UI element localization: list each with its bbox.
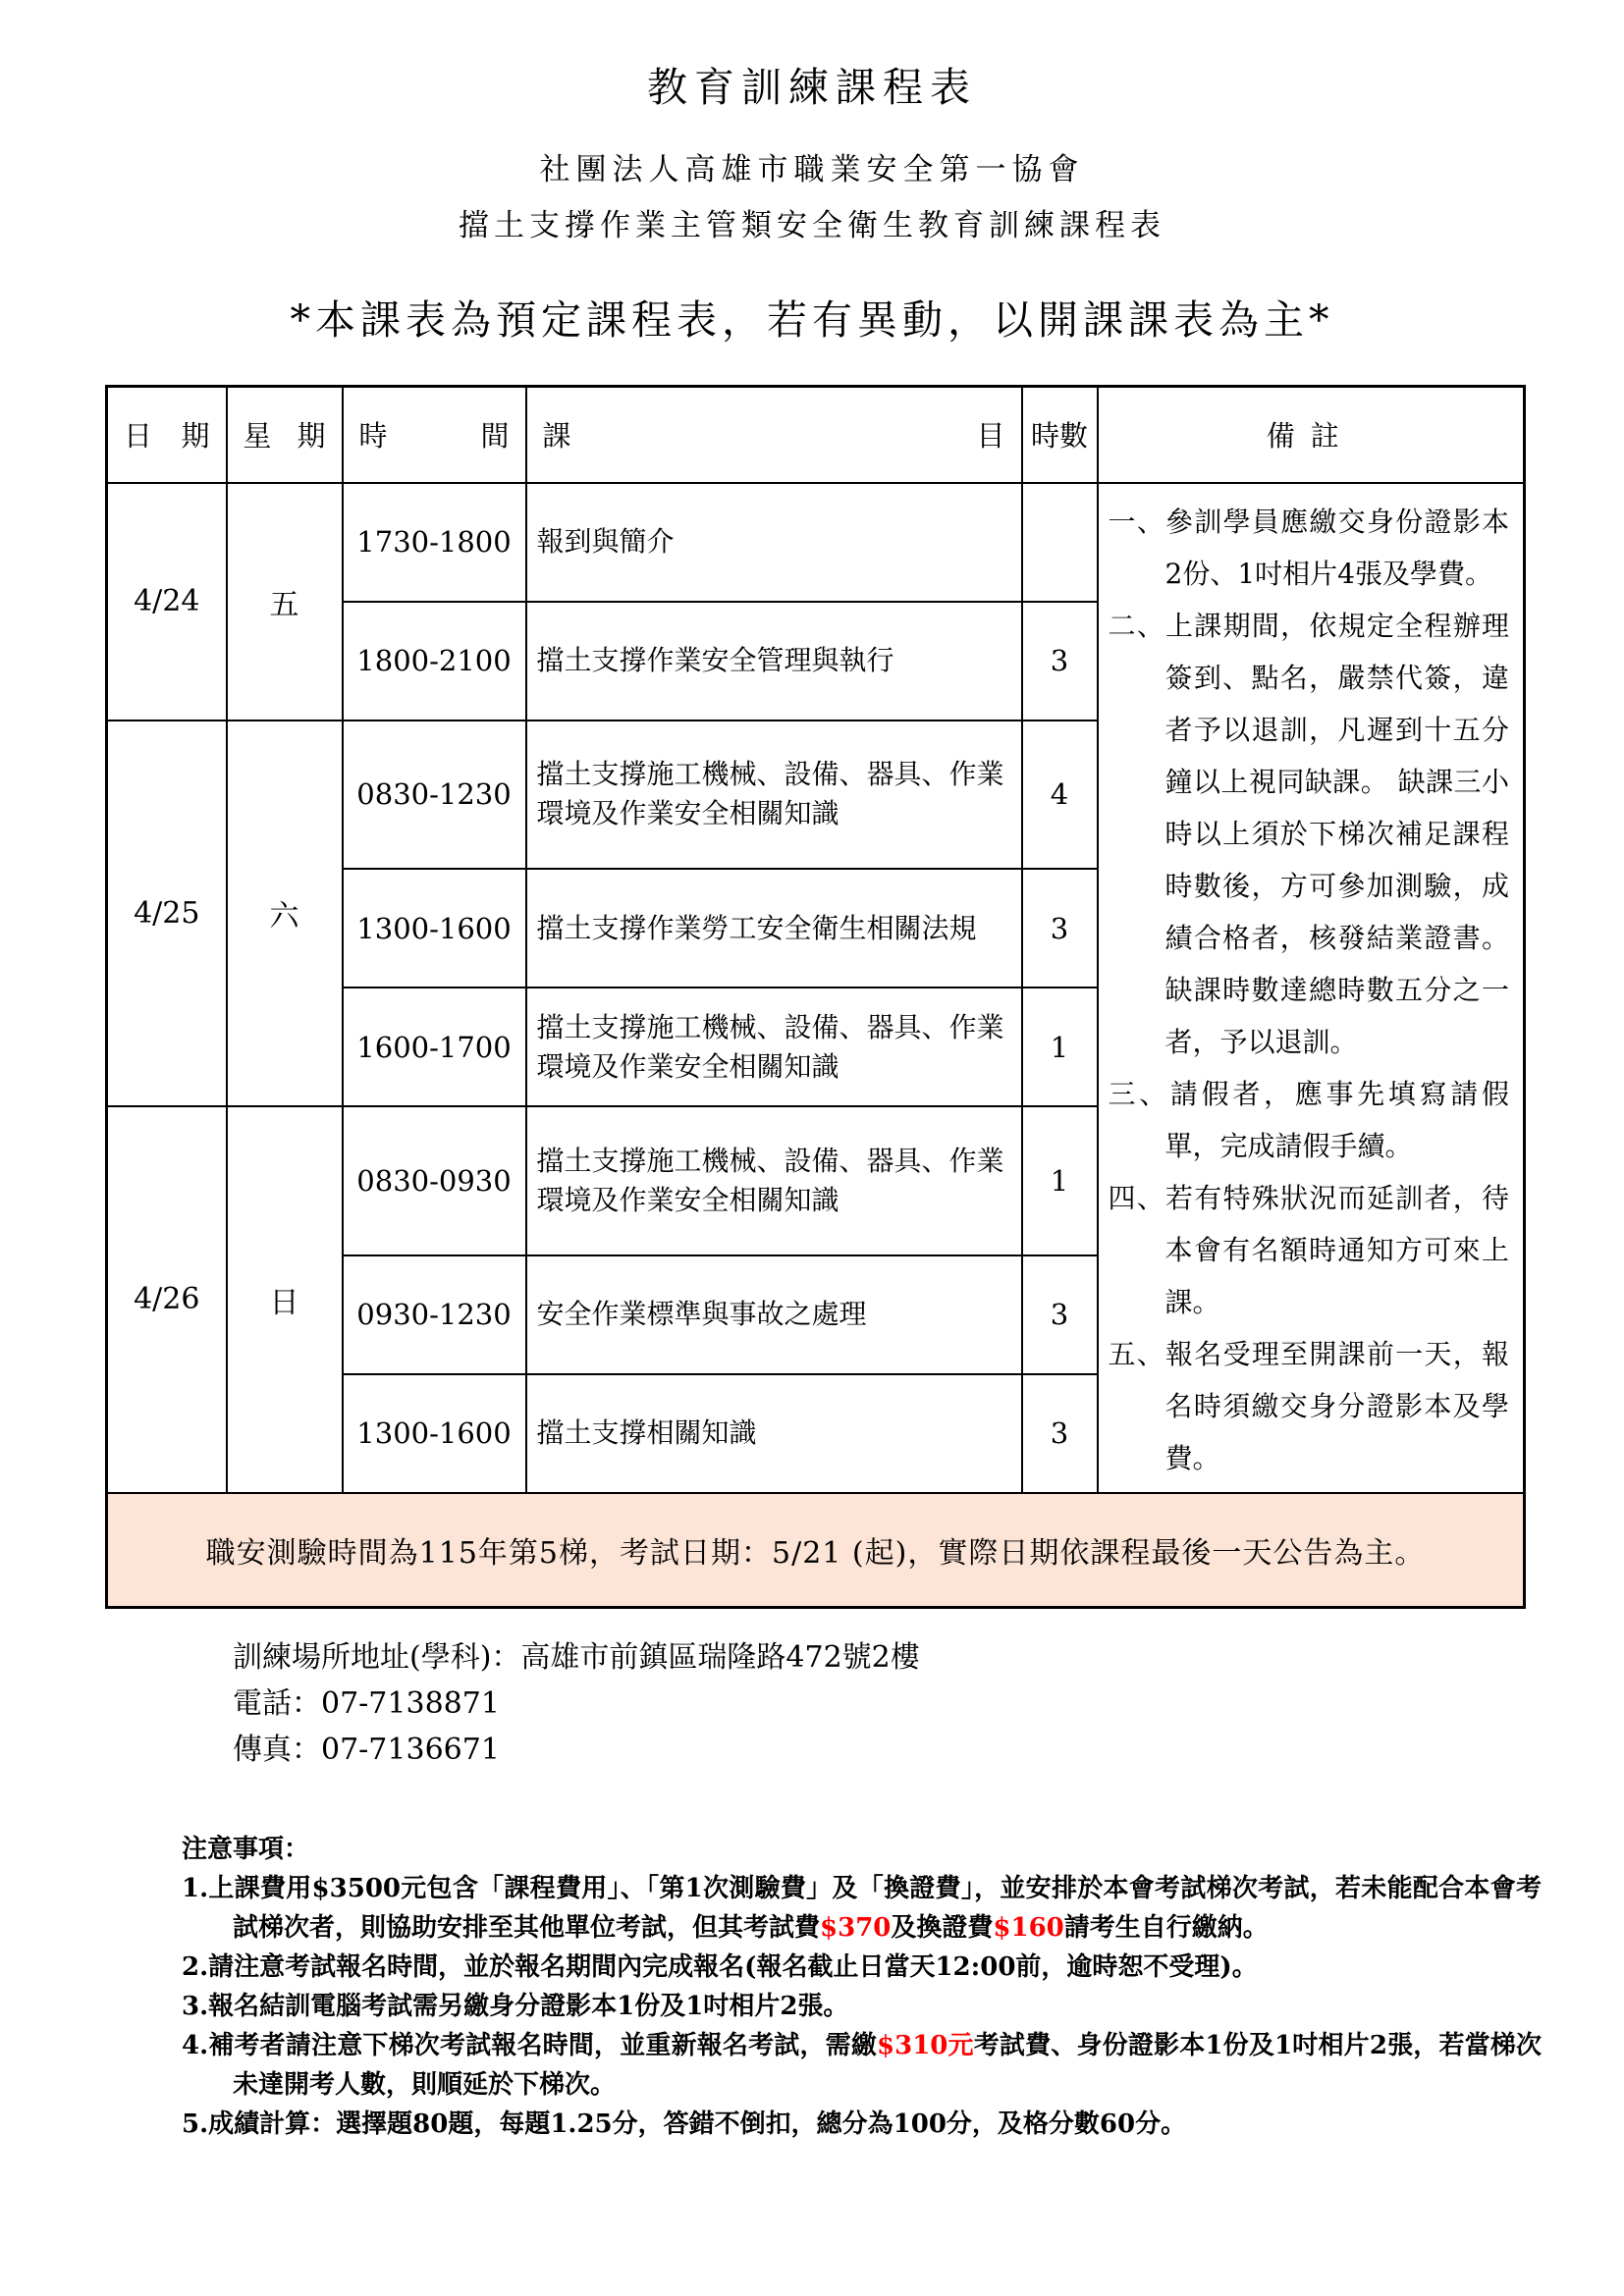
hours-cell: 3 bbox=[1022, 602, 1098, 721]
remark-item: 二、上課期間，依規定全程辦理簽到、點名，嚴禁代簽，違者予以退訓，凡遲到十五分鐘以上視同缺課。 缺課三小時以上須於下梯次補足課程時數後，方可參加測驗，成績合格者，核發結業證書。缺課時數達總時數五分之一者，予以退訓。 bbox=[1108, 609, 1509, 1058]
note-text: 4.補考者請注意下梯次考試報名時間，並重新報名考試，需繳 bbox=[182, 2030, 878, 2060]
header-subject-right: 目 bbox=[976, 419, 1005, 454]
hours-cell: 3 bbox=[1022, 1374, 1098, 1493]
time-cell: 1730-1800 bbox=[343, 483, 526, 602]
remark-item: 三、請假者，應事先填寫請假單，完成請假手續。 bbox=[1108, 1077, 1509, 1162]
hours-cell: 3 bbox=[1022, 1255, 1098, 1374]
fax-number: 傳真：07-7136671 bbox=[233, 1732, 500, 1767]
time-cell: 1300-1600 bbox=[343, 869, 526, 988]
hours-cell: 1 bbox=[1022, 1106, 1098, 1255]
time-cell: 1600-1700 bbox=[343, 988, 526, 1106]
subject-cell: 報到與簡介 bbox=[526, 483, 1022, 602]
time-cell: 0830-0930 bbox=[343, 1106, 526, 1255]
header-time-left: 時 bbox=[358, 419, 388, 454]
note-item bbox=[182, 1948, 1542, 1987]
hours-cell bbox=[1022, 483, 1098, 602]
remark-item: 五、報名受理至開課前一天，報名時須繳交身分證影本及學費。 bbox=[1108, 1337, 1509, 1474]
note-text: 1.上課費用$3500元包含「課程費用」、「第1次測驗費」及「換證費」，並安排於本會考試梯次考試，若未能配合本會考試梯次者，則協助安排至其他單位考試，但其考試費 bbox=[182, 1873, 1542, 1943]
remarks-cell bbox=[1098, 483, 1525, 1493]
page-title: 教育訓練課程表 bbox=[647, 64, 977, 111]
price-highlight: $310元 bbox=[877, 2030, 974, 2060]
weekday-cell: 日 bbox=[227, 1106, 343, 1493]
course-title: 擋土支撐作業主管類安全衛生教育訓練課程表 bbox=[459, 208, 1165, 243]
note-item bbox=[182, 2105, 1542, 2144]
time-cell: 1300-1600 bbox=[343, 1374, 526, 1493]
note-text: 5.成績計算：選擇題80題，每題1.25分，答錯不倒扣，總分為100分，及格分數60分。 bbox=[182, 2109, 1187, 2139]
note-item bbox=[182, 1869, 1542, 1948]
header-row bbox=[107, 387, 1525, 483]
notes-list bbox=[182, 1869, 1542, 2144]
subject-cell: 安全作業標準與事故之處理 bbox=[526, 1255, 1022, 1374]
header-time-right: 間 bbox=[480, 419, 510, 454]
schedule-change-notice: *本課表為預定課程表，若有異動，以開課課表為主* bbox=[290, 296, 1334, 344]
organization-name: 社團法人高雄市職業安全第一協會 bbox=[539, 152, 1085, 187]
exam-notice-cell: 職安測驗時間為115年第5梯，考試日期：5/21 (起)，實際日期依課程最後一天公告為主。 bbox=[107, 1493, 1525, 1608]
hours-cell: 1 bbox=[1022, 988, 1098, 1106]
time-cell: 0930-1230 bbox=[343, 1255, 526, 1374]
contact-block bbox=[233, 1634, 1624, 1773]
course-schedule-table bbox=[105, 385, 1526, 1609]
note-item bbox=[182, 2026, 1542, 2105]
header-hours: 時數 bbox=[1022, 387, 1098, 483]
weekday-cell: 五 bbox=[227, 483, 343, 721]
header-date-right: 期 bbox=[181, 419, 210, 454]
session-row bbox=[107, 483, 1525, 602]
note-text: 考試費、身份證影本1份及1吋相片2張，若當梯次未達開考人數，則順延於下梯次。 bbox=[233, 2030, 1542, 2100]
note-text: 請考生自行繳納。 bbox=[1063, 1912, 1269, 1943]
notes-section bbox=[182, 1830, 1542, 2144]
note-text: 及換證費 bbox=[891, 1912, 994, 1943]
remark-item: 四、若有特殊狀況而延訓者，待本會有名額時通知方可來上課。 bbox=[1108, 1181, 1509, 1318]
note-text: 2.請注意考試報名時間，並於報名期間內完成報名(報名截止日當天12:00前，逾時恕不受理)。 bbox=[182, 1951, 1258, 1982]
header-date bbox=[107, 387, 227, 483]
training-address: 訓練場所地址(學科)：高雄市前鎮區瑞隆路472號2樓 bbox=[233, 1639, 920, 1675]
date-cell: 4/25 bbox=[107, 721, 227, 1107]
header-weekday-right: 期 bbox=[297, 419, 326, 454]
note-text: 3.報名結訓電腦考試需另繳身分證影本1份及1吋相片2張。 bbox=[182, 1991, 849, 2021]
subject-cell: 擋土支撐施工機械、設備、器具、作業環境及作業安全相關知識 bbox=[526, 1106, 1022, 1255]
price-highlight: $160 bbox=[993, 1912, 1064, 1943]
time-cell: 1800-2100 bbox=[343, 602, 526, 721]
header-subject bbox=[526, 387, 1022, 483]
hours-cell: 4 bbox=[1022, 721, 1098, 870]
header-date-left: 日 bbox=[124, 419, 153, 454]
note-item bbox=[182, 1987, 1542, 2026]
hours-cell: 3 bbox=[1022, 869, 1098, 988]
header-weekday bbox=[227, 387, 343, 483]
subject-cell: 擋土支撐施工機械、設備、器具、作業環境及作業安全相關知識 bbox=[526, 721, 1022, 870]
exam-notice-row bbox=[107, 1493, 1525, 1608]
notes-heading: 注意事項： bbox=[182, 1834, 310, 1864]
phone-number: 電話：07-7138871 bbox=[233, 1685, 500, 1721]
time-cell: 0830-1230 bbox=[343, 721, 526, 870]
remark-item: 一、參訓學員應繳交身份證影本2份、1吋相片4張及學費。 bbox=[1108, 505, 1509, 590]
date-cell: 4/26 bbox=[107, 1106, 227, 1493]
subject-cell: 擋土支撐相關知識 bbox=[526, 1374, 1022, 1493]
header-remarks: 備註 bbox=[1098, 387, 1525, 483]
header-subject-left: 課 bbox=[542, 419, 571, 454]
header-time bbox=[343, 387, 526, 483]
date-cell: 4/24 bbox=[107, 483, 227, 721]
header-weekday-left: 星 bbox=[243, 419, 272, 454]
subject-cell: 擋土支撐作業安全管理與執行 bbox=[526, 602, 1022, 721]
subject-cell: 擋土支撐作業勞工安全衛生相關法規 bbox=[526, 869, 1022, 988]
weekday-cell: 六 bbox=[227, 721, 343, 1107]
price-highlight: $370 bbox=[820, 1912, 892, 1943]
subject-cell: 擋土支撐施工機械、設備、器具、作業環境及作業安全相關知識 bbox=[526, 988, 1022, 1106]
